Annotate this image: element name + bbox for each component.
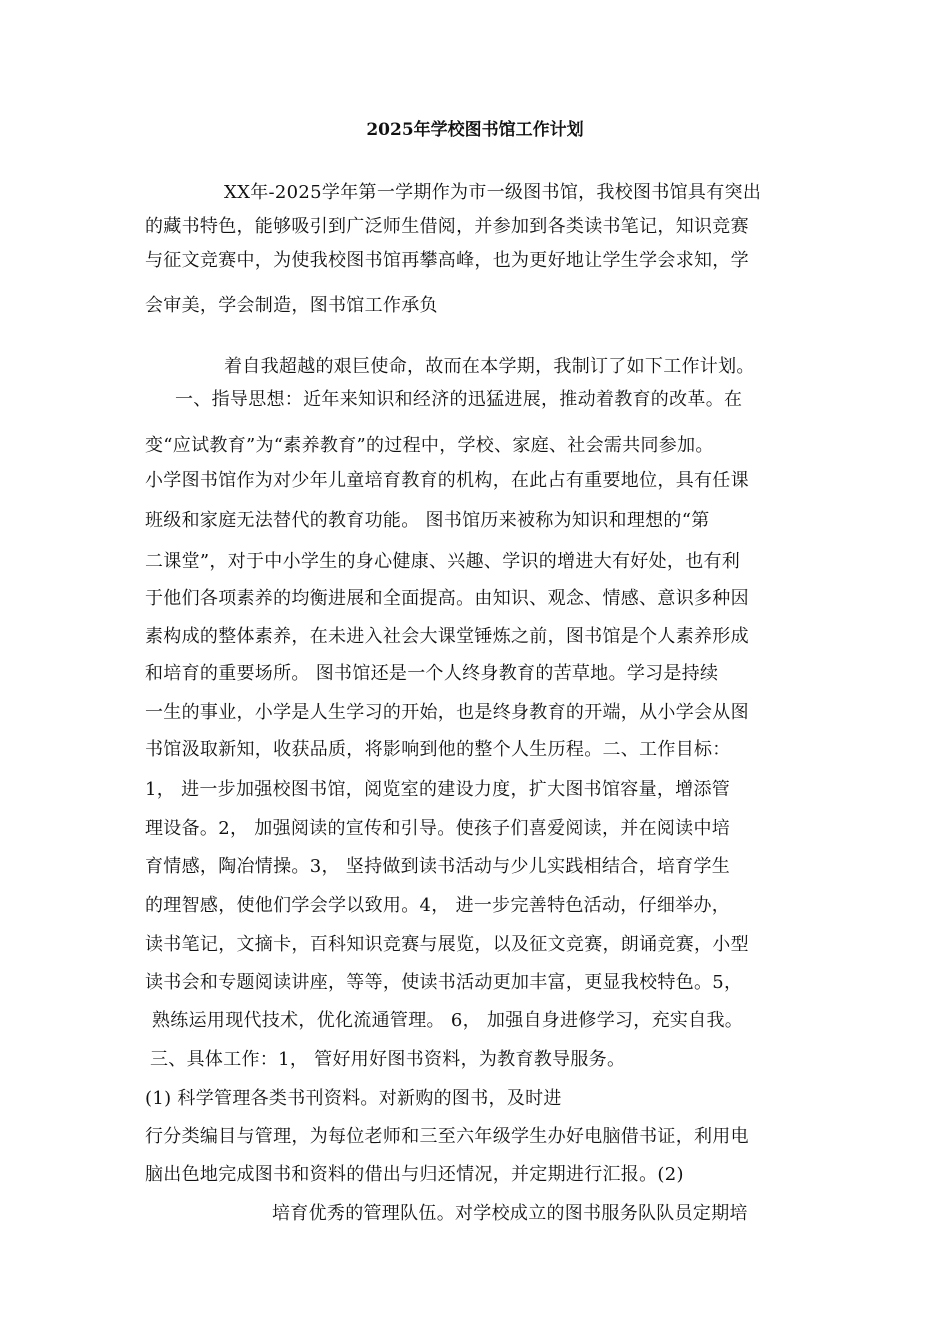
paragraph-line: 着自我超越的艰巨使命，故而在本学期，我制订了如下工作计划。: [224, 356, 755, 377]
paragraph-line: 理设备。2， 加强阅读的宣传和引导。使孩子们喜爱阅读，并在阅读中培: [145, 818, 731, 839]
document-title: 2025年学校图书馆工作计划: [366, 120, 584, 140]
paragraph-line: 于他们各项素养的均衡进展和全面提高。由知识、观念、情感、意识多种因: [145, 588, 749, 609]
paragraph-line: 的藏书特色，能够吸引到广泛师生借阅，并参加到各类读书笔记，知识竞赛: [145, 216, 749, 237]
paragraph-line: 1， 进一步加强校图书馆，阅览室的建设力度，扩大图书馆容量，增添管: [145, 779, 731, 800]
paragraph-line: 书馆汲取新知，收获品质，将影响到他的整个人生历程。二、工作目标：: [145, 739, 731, 760]
paragraph-line: 一生的事业，小学是人生学习的开始，也是终身教育的开端，从小学会从图: [145, 702, 749, 723]
paragraph-line: 培育优秀的管理队伍。对学校成立的图书服务队队员定期培: [272, 1203, 748, 1224]
paragraph-line: 的理智感，使他们学会学以致用。4， 进一步完善特色活动，仔细举办，: [145, 895, 731, 916]
paragraph-line: 素构成的整体素养，在未进入社会大课堂锤炼之前，图书馆是个人素养形成: [145, 626, 749, 647]
paragraph-line: 二课堂”，对于中小学生的身心健康、兴趣、学识的增进大有好处，也有利: [145, 551, 741, 572]
paragraph-line: 和培育的重要场所。 图书馆还是一个人终身教育的苦草地。学习是持续: [145, 663, 719, 684]
paragraph-line: 读书会和专题阅读讲座，等等，使读书活动更加丰富，更显我校特色。5，: [145, 972, 743, 993]
paragraph-line: 脑出色地完成图书和资料的借出与归还情况，并定期进行汇报。(2): [145, 1164, 684, 1185]
paragraph-line: 读书笔记，文摘卡，百科知识竞赛与展览，以及征文竞赛，朗诵竞赛，小型: [145, 934, 749, 955]
paragraph-line: 与征文竞赛中，为使我校图书馆再攀高峰，也为更好地让学生学会求知，学: [145, 250, 749, 271]
paragraph-line: 班级和家庭无法替代的教育功能。 图书馆历来被称为知识和理想的“第: [145, 510, 710, 531]
paragraph-line: XX年-2025学年第一学期作为市一级图书馆，我校图书馆具有突出: [224, 182, 762, 203]
paragraph-line: 三、具体工作：1， 管好用好图书资料，为教育教导服务。: [150, 1049, 626, 1070]
paragraph-line: 会审美，学会制造，图书馆工作承负: [145, 295, 438, 316]
paragraph-line: 育情感，陶冶情操。3， 坚持做到读书活动与少儿实践相结合，培育学生: [145, 856, 731, 877]
paragraph-line: 一、指导思想：近年来知识和经济的迅猛进展，推动着教育的改革。在: [175, 389, 743, 410]
paragraph-line: 行分类编目与管理，为每位老师和三至六年级学生办好电脑借书证，利用电: [145, 1126, 749, 1147]
paragraph-line: (1) 科学管理各类书刊资料。对新购的图书，及时进: [145, 1088, 562, 1109]
paragraph-line: 熟练运用现代技术，优化流通管理。 6， 加强自身进修学习，充实自我。: [152, 1010, 744, 1031]
paragraph-line: 小学图书馆作为对少年儿童培育教育的机构，在此占有重要地位，具有任课: [145, 470, 749, 491]
paragraph-line: 变“应试教育”为“素养教育”的过程中，学校、家庭、社会需共同参加。: [145, 435, 714, 456]
